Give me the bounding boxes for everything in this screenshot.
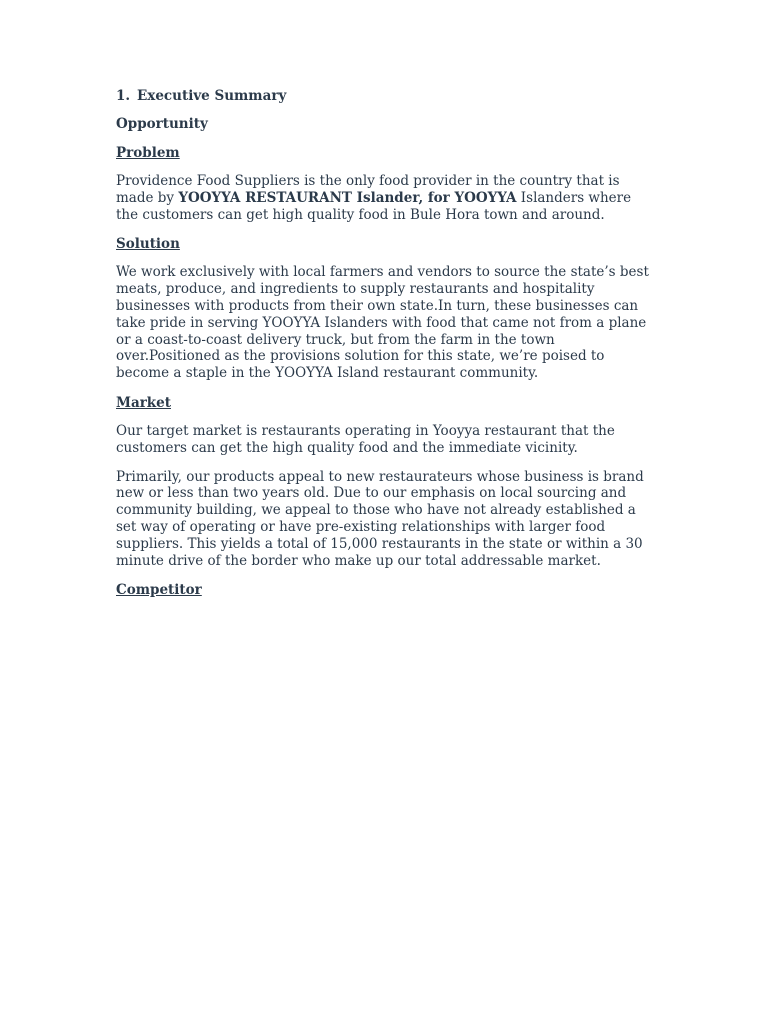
problem-text-bold: YOOYYA RESTAURANT Islander, for YOOYYA <box>178 189 517 206</box>
market-paragraph-2: Primarily, our products appeal to new restaurateurs whose business is brand new or less than two years old. Due to our emphasis on local sourcing and community building, we appeal to those who have not already established a set way of operating or have pre-existing relationships with larger food suppliers. This yields a total of 15,000 restaurants in the state or within a 30 minute drive of the border who make up our total addressable market. <box>116 468 644 569</box>
problem-text-start: Providence Food Suppliers is the only food provider in the country that is made by <box>116 173 620 206</box>
section-title: Executive Summary <box>137 88 287 104</box>
market-heading: Market <box>116 394 171 411</box>
solution-paragraph: We work exclusively with local farmers and vendors to source the state’s best meats, produce, and ingredients to supply restaurants and hospitality businesses with products from their own state.In turn, these businesses can take pride in serving YOOYYA Islanders with food that came not from a plane or a coast-to-coast delivery truck, but from the farm in the town over.Positioned as the provisions solution for this state, we’re poised to become a staple in the YOOYYA Island restaurant community. <box>116 264 649 382</box>
problem-text-end: Islanders where the customers can get high quality food in Bule Hora town and around. <box>116 189 632 223</box>
document-body <box>116 88 656 598</box>
section-number: 1. <box>116 88 131 104</box>
solution-heading: Solution <box>116 236 180 253</box>
section-heading <box>116 88 656 104</box>
market-paragraph-1: Our target market is restaurants operating in Yooyya restaurant that the customers can get the high quality food and the immediate vicinity. <box>116 422 615 456</box>
opportunity-heading: Opportunity <box>116 116 208 132</box>
problem-paragraph <box>116 173 656 223</box>
problem-heading: Problem <box>116 145 180 161</box>
competitor-heading: Competitor <box>116 582 202 599</box>
